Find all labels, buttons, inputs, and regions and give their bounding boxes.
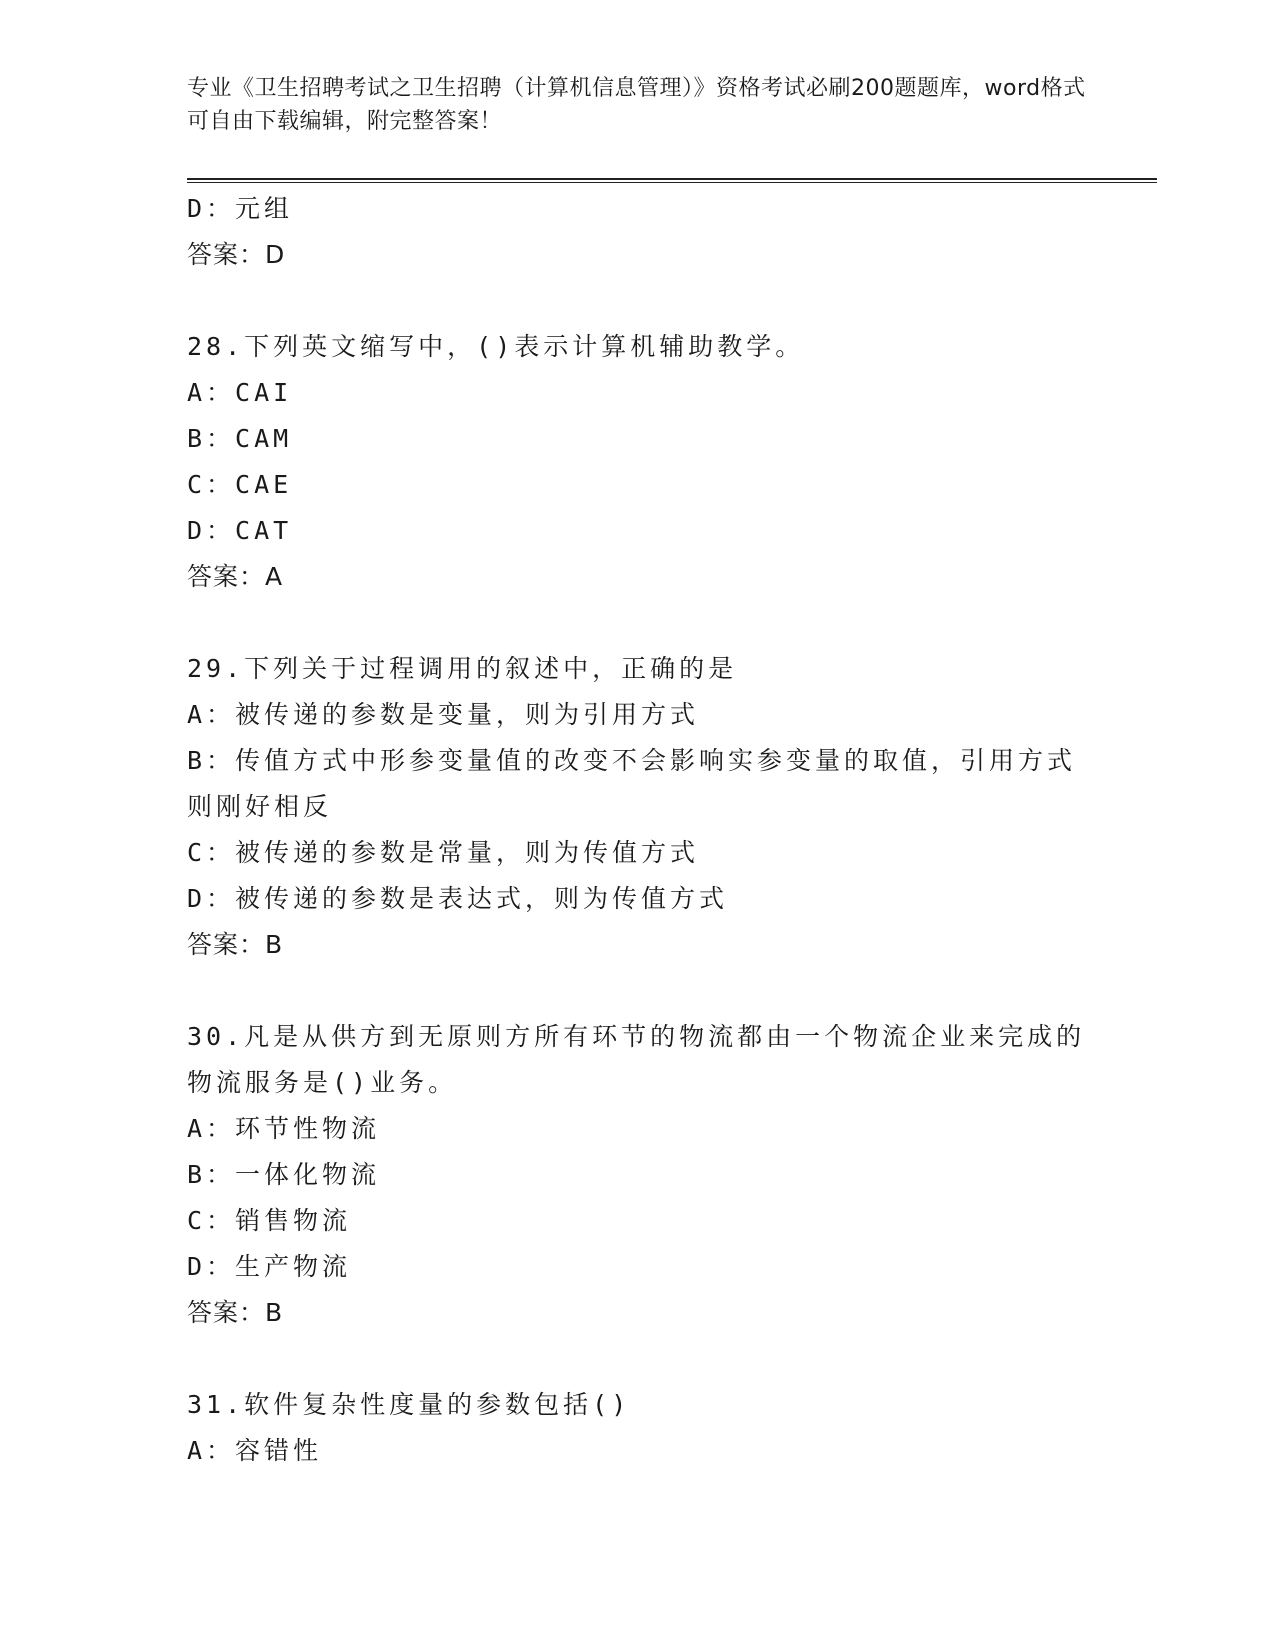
prev-answer: 答案：D: [187, 240, 286, 269]
option-a: A：被传递的参数是变量，则为引用方式: [187, 700, 700, 729]
spacer: [187, 600, 1087, 646]
option-d: D：被传递的参数是表达式，则为传值方式: [187, 884, 729, 913]
spacer: [187, 1336, 1087, 1382]
option-c: C：CAE: [187, 470, 293, 499]
option-d: D：CAT: [187, 516, 293, 545]
document-body: [187, 186, 1087, 1474]
page-header: 专业《卫生招聘考试之卫生招聘（计算机信息管理）》资格考试必刷200题题库，word格式可自由下载编辑，附完整答案！: [187, 76, 1086, 134]
answer: 答案：A: [187, 562, 284, 591]
option-c: C：被传递的参数是常量，则为传值方式: [187, 838, 700, 867]
question-stem: 29.下列关于过程调用的叙述中，正确的是: [187, 654, 738, 683]
question-stem: 30.凡是从供方到无原则方所有环节的物流都由一个物流企业来完成的物流服务是()业务。: [187, 1022, 1086, 1097]
question-28: [187, 324, 1087, 600]
option-a: A：CAI: [187, 378, 293, 407]
option-b: B：CAM: [187, 424, 293, 453]
question-29: [187, 646, 1087, 968]
option-c: C：销售物流: [187, 1206, 352, 1235]
answer: 答案：B: [187, 1298, 284, 1327]
question-31: [187, 1382, 1087, 1474]
answer: 答案：B: [187, 930, 284, 959]
question-stem: 28.下列英文缩写中，()表示计算机辅助教学。: [187, 332, 805, 361]
question-30: [187, 1014, 1087, 1336]
question-stem: 31.软件复杂性度量的参数包括(): [187, 1390, 631, 1419]
spacer: [187, 278, 1087, 324]
option-b: B：一体化物流: [187, 1160, 381, 1189]
option-a: A：容错性: [187, 1436, 323, 1465]
option-d: D：生产物流: [187, 1252, 352, 1281]
option-a: A：环节性物流: [187, 1114, 381, 1143]
prev-option-d: D：元组: [187, 194, 294, 223]
spacer: [187, 968, 1087, 1014]
option-b: B：传值方式中形参变量值的改变不会影响实参变量的取值，引用方式则刚好相反: [187, 746, 1077, 821]
header-divider: [187, 178, 1157, 183]
